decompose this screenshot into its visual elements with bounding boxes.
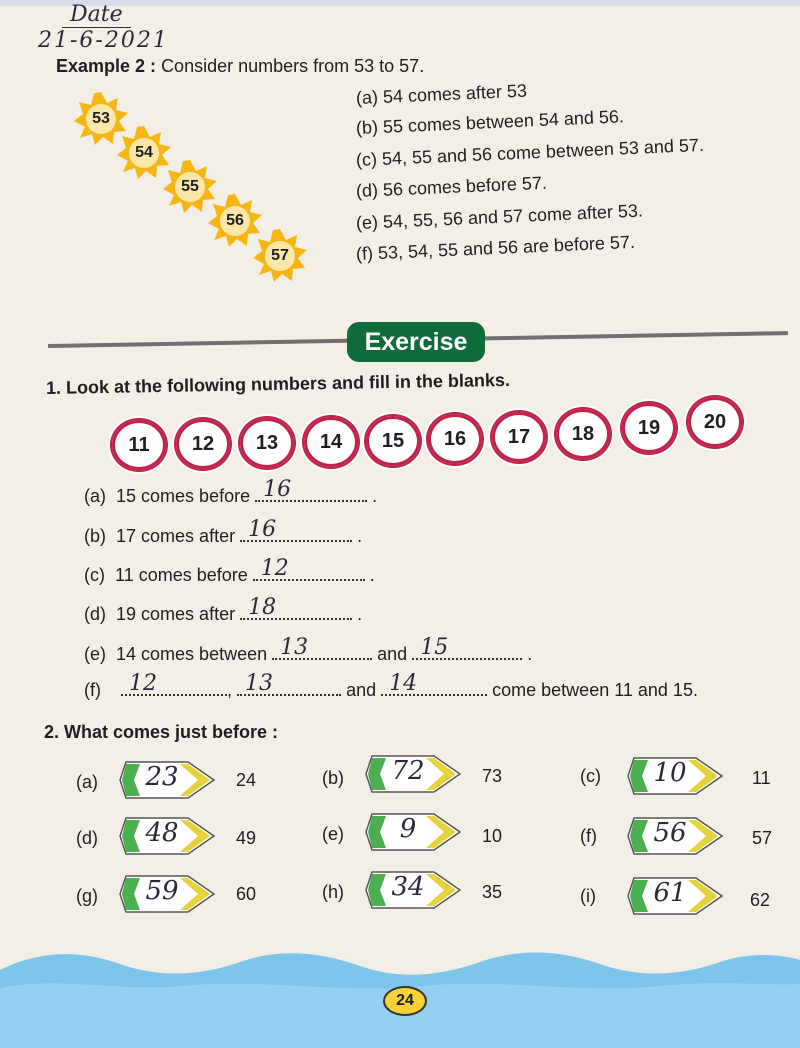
date-heading: Date: [62, 2, 131, 28]
answer-arrow-box: [626, 756, 726, 796]
q1-row-c: [84, 556, 375, 586]
q2-number: 35: [482, 882, 503, 902]
example-statement: (f) 53, 54, 55 and 56 are before 57.: [355, 231, 636, 264]
q1-row-e: [84, 635, 533, 665]
sun-number: 56: [226, 212, 244, 229]
answer-arrow-box: [364, 812, 464, 852]
example-statement: (b) 55 comes between 54 and 56.: [355, 106, 625, 138]
sun-number: 53: [92, 110, 110, 127]
example-statement: (a) 54 comes after 53: [355, 80, 528, 108]
number-circle: 16: [426, 412, 484, 466]
q1-row-a: [84, 477, 378, 507]
row-text: and: [346, 680, 377, 700]
number-circle: 12: [174, 417, 232, 471]
answer-blank: [240, 517, 352, 542]
q2-number: 11: [752, 768, 771, 788]
q2-letter: (e): [322, 824, 344, 844]
answer-arrow-box: [118, 816, 218, 856]
answer-blank: [381, 671, 487, 696]
answer-arrow-box: [626, 816, 726, 856]
answer-blank: [240, 595, 352, 620]
number-circle: 20: [686, 395, 744, 449]
date-value: 21-6-2021: [38, 28, 169, 53]
example-text: Consider numbers from 53 to 57.: [161, 56, 425, 76]
question-1-title: 1. Look at the following numbers and fill in the blanks.: [45, 369, 511, 398]
row-text: 11 comes before: [115, 565, 248, 585]
handwritten-answer: 56: [653, 818, 687, 848]
number-circle: 17: [490, 410, 548, 464]
sun-number: 54: [135, 144, 153, 161]
row-comma: ,: [227, 680, 233, 700]
exercise-banner: Exercise: [347, 322, 485, 362]
answer-blank: [272, 635, 372, 660]
q1-row-d: [84, 595, 363, 625]
q2-number: 24: [236, 770, 257, 790]
handwritten-answer: 14: [389, 671, 418, 696]
page-number: 24: [383, 986, 427, 1016]
row-end: .: [522, 644, 533, 664]
example-statement: (c) 54, 55 and 56 come between 53 and 57.: [355, 134, 705, 170]
answer-arrow-box: [118, 874, 218, 914]
handwritten-answer: 13: [280, 635, 309, 660]
row-letter: (c): [84, 565, 105, 585]
q2-number: 10: [482, 826, 503, 846]
row-letter: (a): [84, 486, 106, 506]
row-end: .: [364, 565, 375, 585]
q1-row-f: [84, 671, 698, 701]
answer-blank: [121, 671, 227, 696]
q2-letter: (f): [580, 826, 597, 846]
q2-letter: (h): [322, 882, 344, 902]
row-end: .: [352, 526, 363, 546]
number-circle: 15: [364, 414, 422, 468]
example-statement: (d) 56 comes before 57.: [355, 172, 548, 201]
handwritten-answer: 10: [653, 758, 687, 788]
handwritten-answer: 9: [399, 814, 417, 844]
handwritten-answer: 72: [391, 756, 425, 786]
q2-letter: (i): [580, 886, 596, 906]
row-letter: (d): [84, 604, 106, 624]
q2-number: 49: [236, 828, 257, 848]
handwritten-answer: 48: [145, 818, 179, 848]
q2-number: 73: [482, 766, 503, 786]
handwritten-answer: 61: [653, 878, 687, 908]
row-text: come between 11 and 15.: [492, 680, 698, 700]
handwritten-answer: 15: [420, 635, 449, 660]
q2-letter: (b): [322, 768, 344, 788]
handwritten-answer: 12: [260, 556, 289, 581]
handwritten-answer: 16: [263, 477, 292, 502]
answer-blank: [412, 635, 522, 660]
row-end: .: [367, 486, 378, 506]
number-circle: 14: [302, 415, 360, 469]
number-circle: 18: [554, 407, 612, 461]
handwritten-answer: 59: [145, 876, 179, 906]
handwritten-answer: 12: [129, 671, 158, 696]
row-letter: (b): [84, 526, 106, 546]
answer-blank: [255, 477, 367, 502]
q2-letter: (d): [76, 828, 98, 848]
handwritten-answer: 13: [245, 671, 274, 696]
sun-number: 55: [181, 178, 199, 195]
row-text: 15 comes before: [116, 486, 251, 506]
answer-arrow-box: [626, 876, 726, 916]
q2-letter: (c): [580, 766, 601, 786]
q2-number: 57: [752, 828, 773, 848]
handwritten-answer: 23: [145, 762, 179, 792]
example-title: [56, 56, 424, 77]
question-2-title: 2. What comes just before :: [44, 722, 279, 742]
answer-blank: [253, 556, 365, 581]
answer-arrow-box: [118, 760, 218, 800]
example-label: Example 2 :: [56, 56, 157, 76]
row-letter: (f): [84, 680, 101, 700]
row-end: .: [352, 604, 363, 624]
q1-row-b: [84, 517, 363, 547]
answer-arrow-box: [364, 754, 464, 794]
example-statement: (e) 54, 55, 56 and 57 come after 53.: [355, 200, 644, 233]
number-circle: 13: [238, 416, 296, 470]
sun-number: 57: [271, 247, 289, 264]
q2-number: 60: [236, 884, 257, 904]
q2-letter: (g): [76, 886, 98, 906]
answer-blank: [237, 671, 341, 696]
answer-arrow-box: [364, 870, 464, 910]
row-text: and: [377, 644, 408, 664]
row-text: 14 comes between: [116, 644, 268, 664]
row-text: 17 comes after: [116, 526, 236, 546]
q2-number: 62: [750, 890, 771, 910]
row-letter: (e): [84, 644, 106, 664]
row-text: 19 comes after: [116, 604, 236, 624]
q2-letter: (a): [76, 772, 98, 792]
handwritten-answer: 34: [391, 872, 425, 902]
handwritten-answer: 18: [248, 595, 277, 620]
number-circle: 19: [620, 401, 678, 455]
number-circle: 11: [110, 418, 168, 472]
handwritten-answer: 16: [248, 517, 277, 542]
